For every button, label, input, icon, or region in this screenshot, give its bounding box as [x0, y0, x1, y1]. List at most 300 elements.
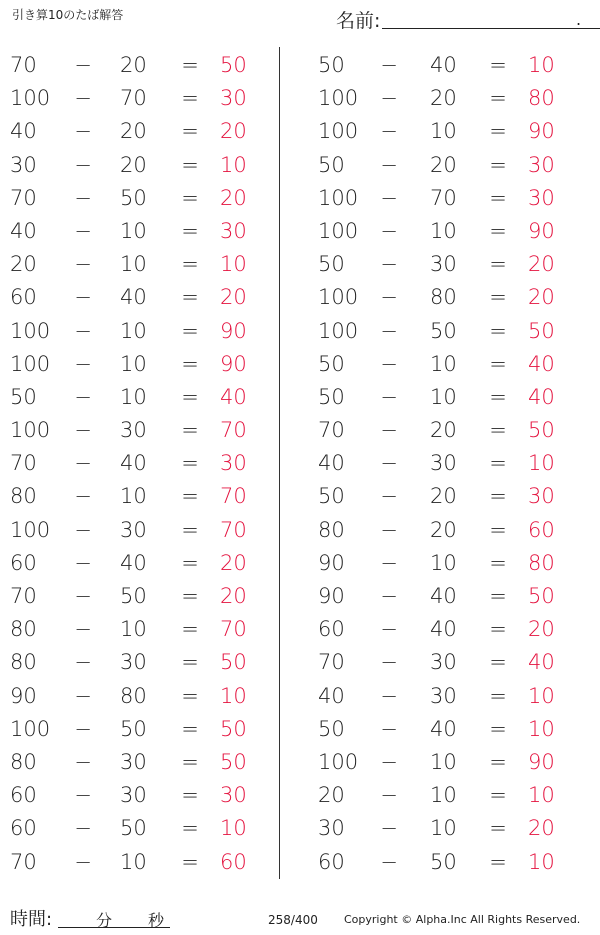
minus-sign: −	[74, 318, 92, 343]
minuend: 50	[318, 384, 345, 409]
subtrahend: 10	[120, 252, 147, 277]
equals-sign: =	[181, 152, 199, 177]
answer: 10	[528, 53, 555, 77]
problem-row	[308, 812, 598, 845]
minus-sign: −	[74, 152, 92, 177]
equals-sign: =	[489, 351, 507, 376]
minus-sign: −	[380, 484, 398, 509]
subtrahend: 40	[430, 584, 457, 608]
minuend: 70	[10, 584, 37, 608]
problem-row	[0, 680, 290, 713]
equals-sign: =	[181, 749, 199, 774]
problem-row	[0, 215, 290, 248]
minus-sign: −	[380, 86, 398, 111]
minuend: 100	[10, 418, 51, 443]
equals-sign: =	[181, 484, 199, 509]
problem-row	[308, 115, 598, 148]
minus-sign: −	[380, 152, 398, 177]
minus-sign: −	[74, 86, 92, 111]
minus-sign: −	[74, 683, 92, 708]
subtrahend: 10	[120, 484, 147, 509]
equals-sign: =	[489, 617, 507, 642]
answer: 40	[528, 351, 555, 376]
equals-sign: =	[181, 53, 199, 77]
answer: 50	[220, 53, 247, 77]
minuend: 70	[10, 849, 37, 874]
equals-sign: =	[181, 517, 199, 542]
answer: 50	[528, 584, 555, 608]
problem-row	[308, 846, 598, 879]
minus-sign: −	[74, 285, 92, 310]
problem-row	[308, 779, 598, 812]
answer: 90	[528, 119, 555, 144]
equals-sign: =	[181, 318, 199, 343]
minus-sign: −	[380, 716, 398, 741]
minus-sign: −	[380, 285, 398, 310]
equals-sign: =	[181, 584, 199, 608]
subtrahend: 10	[430, 816, 457, 841]
minus-sign: −	[380, 584, 398, 608]
equals-sign: =	[489, 550, 507, 575]
minuend: 70	[318, 650, 345, 675]
subtrahend: 10	[430, 749, 457, 774]
subtrahend: 10	[430, 351, 457, 376]
minuend: 70	[10, 451, 37, 476]
answer: 40	[220, 384, 247, 409]
problem-row	[0, 480, 290, 513]
equals-sign: =	[181, 816, 199, 841]
minuend: 90	[10, 683, 37, 708]
minuend: 80	[318, 517, 345, 542]
page-number: 258/400	[268, 913, 318, 927]
problem-row	[308, 182, 598, 215]
answer: 80	[528, 550, 555, 575]
minuend: 70	[318, 418, 345, 443]
answer: 10	[220, 816, 247, 841]
minuend: 50	[318, 484, 345, 509]
problem-row	[308, 248, 598, 281]
equals-sign: =	[489, 783, 507, 808]
subtrahend: 10	[120, 318, 147, 343]
minuend: 30	[318, 816, 345, 841]
problem-row	[308, 149, 598, 182]
footer	[0, 905, 600, 931]
minus-sign: −	[74, 384, 92, 409]
minuend: 100	[10, 517, 51, 542]
equals-sign: =	[181, 86, 199, 111]
minuend: 100	[10, 86, 51, 111]
problem-row	[0, 613, 290, 646]
subtrahend: 70	[120, 86, 147, 111]
equals-sign: =	[489, 517, 507, 542]
subtrahend: 10	[430, 218, 457, 243]
minuend: 50	[318, 716, 345, 741]
equals-sign: =	[181, 351, 199, 376]
equals-sign: =	[181, 285, 199, 310]
problem-row	[308, 480, 598, 513]
answer: 10	[220, 252, 247, 277]
answer: 40	[528, 384, 555, 409]
minus-sign: −	[74, 749, 92, 774]
problem-row	[0, 713, 290, 746]
answer: 20	[220, 285, 247, 310]
minuend: 100	[318, 749, 359, 774]
answer: 90	[528, 218, 555, 243]
subtrahend: 10	[120, 849, 147, 874]
answer: 20	[528, 617, 555, 642]
answer: 80	[528, 86, 555, 111]
subtrahend: 20	[430, 418, 457, 443]
minus-sign: −	[380, 418, 398, 443]
problem-row	[308, 680, 598, 713]
problem-row	[0, 746, 290, 779]
subtrahend: 40	[430, 53, 457, 77]
equals-sign: =	[489, 119, 507, 144]
equals-sign: =	[489, 53, 507, 77]
problem-row	[308, 215, 598, 248]
minus-sign: −	[74, 484, 92, 509]
minus-sign: −	[74, 351, 92, 376]
answer: 20	[528, 252, 555, 277]
answer: 20	[220, 550, 247, 575]
problem-row	[308, 447, 598, 480]
minuend: 60	[318, 617, 345, 642]
minuend: 70	[10, 53, 37, 77]
equals-sign: =	[489, 252, 507, 277]
minuend: 70	[10, 185, 37, 210]
problem-row	[0, 514, 290, 547]
equals-sign: =	[181, 252, 199, 277]
answer: 50	[220, 650, 247, 675]
problem-row	[0, 182, 290, 215]
subtrahend: 10	[120, 384, 147, 409]
minuend: 50	[318, 152, 345, 177]
minuend: 100	[318, 119, 359, 144]
equals-sign: =	[181, 418, 199, 443]
problem-row	[0, 248, 290, 281]
subtrahend: 40	[430, 716, 457, 741]
equals-sign: =	[181, 550, 199, 575]
equals-sign: =	[489, 418, 507, 443]
subtrahend: 50	[430, 849, 457, 874]
answer: 30	[220, 86, 247, 111]
subtrahend: 30	[430, 650, 457, 675]
answer: 20	[528, 816, 555, 841]
answer: 60	[528, 517, 555, 542]
subtrahend: 20	[430, 517, 457, 542]
answer: 20	[220, 119, 247, 144]
problem-row	[0, 348, 290, 381]
subtrahend: 20	[120, 119, 147, 144]
minuend: 100	[10, 351, 51, 376]
minuend: 90	[318, 550, 345, 575]
minus-sign: −	[74, 584, 92, 608]
answer: 30	[528, 152, 555, 177]
subtrahend: 30	[430, 252, 457, 277]
equals-sign: =	[181, 617, 199, 642]
answer: 10	[220, 152, 247, 177]
problem-row	[0, 779, 290, 812]
answer: 60	[220, 849, 247, 874]
minuend: 80	[10, 749, 37, 774]
minus-sign: −	[380, 53, 398, 77]
minus-sign: −	[74, 550, 92, 575]
minuend: 80	[10, 650, 37, 675]
equals-sign: =	[489, 86, 507, 111]
subtrahend: 10	[430, 550, 457, 575]
subtrahend: 30	[120, 650, 147, 675]
name-underline	[382, 28, 600, 29]
minuend: 100	[318, 185, 359, 210]
answer: 20	[220, 584, 247, 608]
minuend: 40	[10, 119, 37, 144]
equals-sign: =	[489, 816, 507, 841]
equals-sign: =	[489, 484, 507, 509]
problem-row	[308, 414, 598, 447]
minus-sign: −	[74, 617, 92, 642]
subtrahend: 20	[430, 86, 457, 111]
equals-sign: =	[489, 318, 507, 343]
minuend: 100	[10, 716, 51, 741]
minus-sign: −	[380, 849, 398, 874]
minus-sign: −	[380, 218, 398, 243]
subtrahend: 50	[120, 816, 147, 841]
left-problem-column	[0, 49, 290, 879]
problem-row	[308, 381, 598, 414]
answer: 10	[528, 451, 555, 476]
subtrahend: 10	[430, 384, 457, 409]
subtrahend: 30	[120, 749, 147, 774]
answer: 10	[528, 783, 555, 808]
answer: 30	[528, 185, 555, 210]
minus-sign: −	[380, 119, 398, 144]
subtrahend: 10	[120, 351, 147, 376]
minus-sign: −	[380, 650, 398, 675]
answer: 70	[220, 418, 247, 443]
answer: 70	[220, 617, 247, 642]
answer: 90	[528, 749, 555, 774]
subtrahend: 30	[430, 683, 457, 708]
minuend: 40	[318, 683, 345, 708]
problem-row	[308, 82, 598, 115]
answer: 90	[220, 318, 247, 343]
minuend: 60	[10, 550, 37, 575]
problem-row	[0, 82, 290, 115]
answer: 10	[528, 683, 555, 708]
minus-sign: −	[380, 384, 398, 409]
answer: 30	[220, 783, 247, 808]
name-dot: .	[576, 10, 582, 29]
minuend: 40	[318, 451, 345, 476]
minuend: 90	[318, 584, 345, 608]
subtrahend: 10	[120, 218, 147, 243]
minuend: 60	[10, 816, 37, 841]
problem-row	[0, 447, 290, 480]
problem-row	[0, 812, 290, 845]
equals-sign: =	[489, 218, 507, 243]
equals-sign: =	[181, 849, 199, 874]
equals-sign: =	[181, 451, 199, 476]
answer: 40	[528, 650, 555, 675]
subtrahend: 10	[120, 617, 147, 642]
minuend: 50	[318, 351, 345, 376]
problem-row	[0, 580, 290, 613]
answer: 50	[528, 418, 555, 443]
minuend: 60	[10, 285, 37, 310]
subtrahend: 80	[120, 683, 147, 708]
equals-sign: =	[489, 849, 507, 874]
problem-row	[308, 580, 598, 613]
equals-sign: =	[489, 185, 507, 210]
worksheet-title: 引き算10のたば解答	[12, 8, 124, 22]
problem-row	[0, 49, 290, 82]
subtrahend: 20	[120, 152, 147, 177]
minuend: 20	[318, 783, 345, 808]
answer: 30	[528, 484, 555, 509]
equals-sign: =	[489, 152, 507, 177]
problem-row	[0, 414, 290, 447]
minus-sign: −	[380, 683, 398, 708]
minus-sign: −	[380, 252, 398, 277]
problem-row	[0, 547, 290, 580]
minuend: 60	[10, 783, 37, 808]
subtrahend: 10	[430, 783, 457, 808]
problem-row	[0, 846, 290, 879]
minus-sign: −	[74, 849, 92, 874]
answer: 10	[528, 849, 555, 874]
equals-sign: =	[489, 716, 507, 741]
problem-row	[0, 315, 290, 348]
equals-sign: =	[489, 584, 507, 608]
right-problem-column	[308, 49, 598, 879]
subtrahend: 40	[120, 451, 147, 476]
equals-sign: =	[181, 783, 199, 808]
minus-sign: −	[74, 783, 92, 808]
subtrahend: 30	[120, 517, 147, 542]
problem-row	[308, 348, 598, 381]
name-label: 名前:	[336, 10, 381, 32]
minus-sign: −	[74, 816, 92, 841]
minus-sign: −	[380, 185, 398, 210]
subtrahend: 30	[120, 418, 147, 443]
subtrahend: 20	[430, 152, 457, 177]
equals-sign: =	[181, 185, 199, 210]
equals-sign: =	[489, 650, 507, 675]
problem-row	[308, 49, 598, 82]
equals-sign: =	[489, 749, 507, 774]
problem-row	[308, 547, 598, 580]
minus-sign: −	[74, 517, 92, 542]
minuend: 100	[318, 86, 359, 111]
minuend: 80	[10, 617, 37, 642]
minuend: 80	[10, 484, 37, 509]
answer: 70	[220, 517, 247, 542]
problem-row	[0, 281, 290, 314]
subtrahend: 10	[430, 119, 457, 144]
problem-row	[0, 381, 290, 414]
equals-sign: =	[181, 384, 199, 409]
subtrahend: 50	[120, 584, 147, 608]
equals-sign: =	[489, 285, 507, 310]
subtrahend: 40	[120, 550, 147, 575]
minus-sign: −	[74, 119, 92, 144]
minus-sign: −	[74, 716, 92, 741]
equals-sign: =	[181, 218, 199, 243]
minus-sign: −	[380, 351, 398, 376]
minuend: 30	[10, 152, 37, 177]
problem-row	[308, 746, 598, 779]
minuend: 50	[318, 53, 345, 77]
minuend: 40	[10, 218, 37, 243]
problem-row	[308, 514, 598, 547]
equals-sign: =	[489, 384, 507, 409]
minuend: 50	[318, 252, 345, 277]
problem-row	[308, 281, 598, 314]
answer: 50	[220, 716, 247, 741]
subtrahend: 20	[430, 484, 457, 509]
problem-row	[0, 149, 290, 182]
problem-row	[308, 713, 598, 746]
subtrahend: 40	[120, 285, 147, 310]
problem-row	[308, 646, 598, 679]
answer: 10	[220, 683, 247, 708]
minuend: 60	[318, 849, 345, 874]
subtrahend: 30	[430, 451, 457, 476]
subtrahend: 80	[430, 285, 457, 310]
minus-sign: −	[74, 418, 92, 443]
equals-sign: =	[181, 683, 199, 708]
minuend: 100	[10, 318, 51, 343]
minuend: 100	[318, 318, 359, 343]
equals-sign: =	[181, 716, 199, 741]
subtrahend: 50	[120, 716, 147, 741]
answer: 70	[220, 484, 247, 509]
minus-sign: −	[380, 451, 398, 476]
answer: 30	[220, 218, 247, 243]
minuend: 100	[318, 218, 359, 243]
subtrahend: 20	[120, 53, 147, 77]
problem-row	[308, 315, 598, 348]
answer: 20	[220, 185, 247, 210]
minus-sign: −	[380, 318, 398, 343]
minus-sign: −	[74, 451, 92, 476]
subtrahend: 40	[430, 617, 457, 642]
answer: 20	[528, 285, 555, 310]
answer: 50	[220, 749, 247, 774]
problem-row	[0, 646, 290, 679]
minus-sign: −	[74, 185, 92, 210]
minus-sign: −	[74, 252, 92, 277]
equals-sign: =	[181, 650, 199, 675]
time-label: 時間:	[10, 909, 53, 930]
minus-sign: −	[380, 816, 398, 841]
minus-sign: −	[380, 749, 398, 774]
answer: 30	[220, 451, 247, 476]
subtrahend: 70	[430, 185, 457, 210]
problem-row	[0, 115, 290, 148]
answer: 90	[220, 351, 247, 376]
minus-sign: −	[74, 650, 92, 675]
subtrahend: 50	[120, 185, 147, 210]
problem-row	[308, 613, 598, 646]
minus-sign: −	[380, 517, 398, 542]
minuend: 100	[318, 285, 359, 310]
minuend: 50	[10, 384, 37, 409]
subtrahend: 30	[120, 783, 147, 808]
answer: 50	[528, 318, 555, 343]
minus-sign: −	[74, 218, 92, 243]
equals-sign: =	[489, 683, 507, 708]
